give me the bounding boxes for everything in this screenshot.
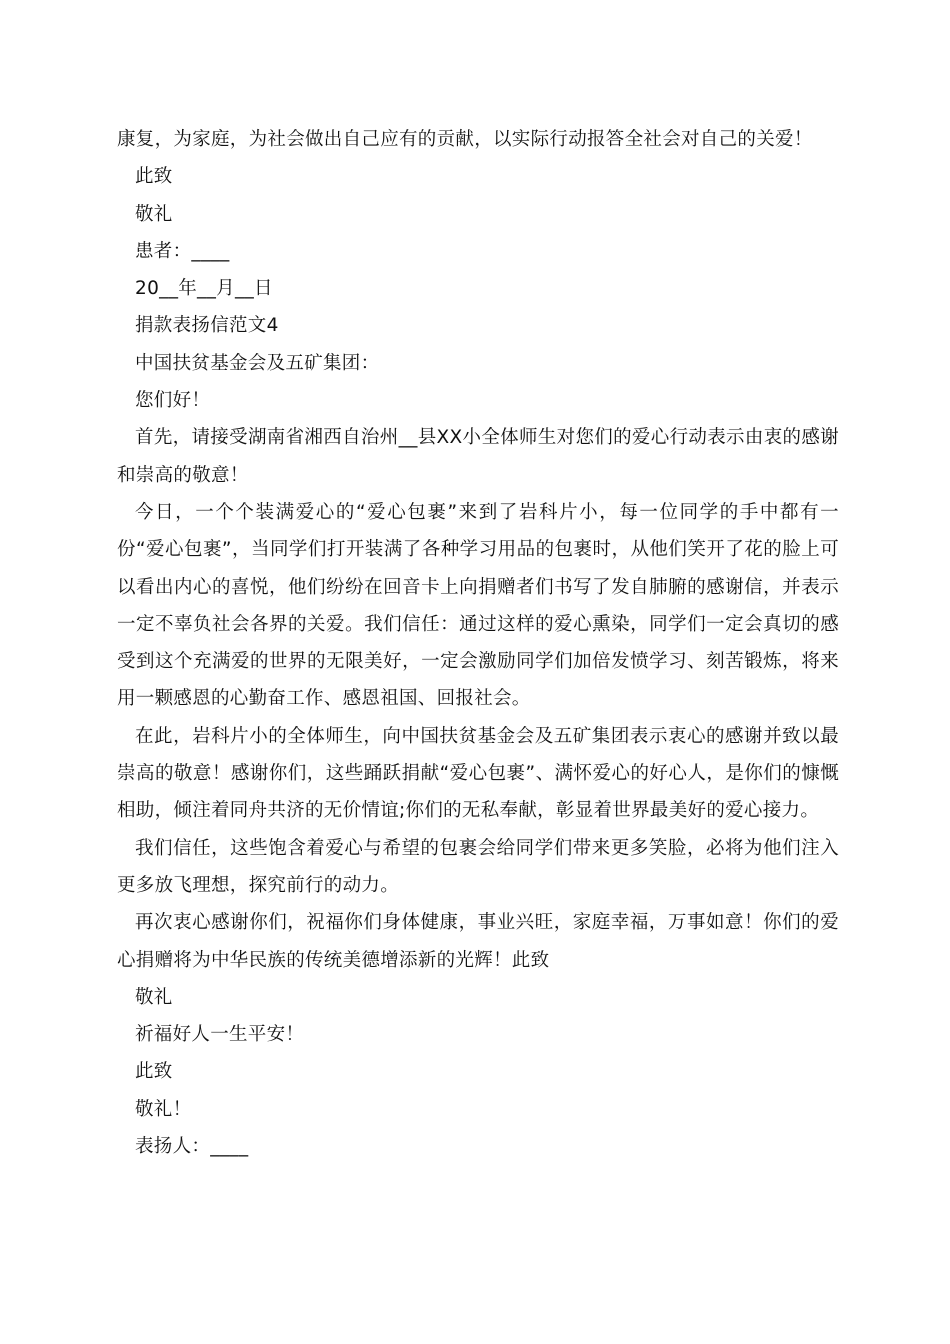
closing-sentence: 康复，为家庭，为社会做出自己应有的贡献，以实际行动报答全社会对自己的关爱！ — [117, 129, 813, 150]
greeting-line: 您们好！ — [135, 390, 211, 412]
section-title: 捐款表扬信范文4 — [135, 315, 279, 337]
signature-date: 20__年__月__日 — [135, 278, 273, 300]
recipient-line: 中国扶贫基金会及五矿集团： — [135, 352, 380, 374]
signature-patient: 患者：____ — [135, 240, 230, 262]
closing-cizhi: 此致 — [135, 1061, 173, 1083]
closing-jingli-2: 敬礼！ — [135, 1098, 192, 1120]
body-paragraph-2: 今日，一个个装满爱心的“爱心包裹”来到了岩科片小，每一位同学的手中都有一份“爱心包裹”，当同学们打开装满了各种学习用品的包裹时，从他们笑开了花的脸上可以看出内心的喜悦，他们纷纷在回音卡上向捐赠者们书写了发自肺腑的感谢信，并表示一定不辜负社会各界的关爱。我们信任：通过这样的爱心熏染，同学们一定会真切的感受到这个充满爱的世界的无限美好，一定会激励同学们加倍发愤学习、刻苦锻炼，将来用一颗感恩的心勤奋工作、感恩祖国、回报社会。 — [117, 501, 839, 710]
salutation-jingli: 敬礼 — [135, 203, 173, 225]
letter-body — [117, 121, 839, 1165]
body-paragraph-1: 首先，请接受湖南省湘西自治州__县XX小全体师生对您们的爱心行动表示由衷的感谢和崇高的敬意！ — [117, 427, 839, 486]
body-paragraph-4: 我们信任，这些饱含着爱心与希望的包裹会给同学们带来更多笑脸，必将为他们注入更多放飞理想，探究前行的动力。 — [117, 837, 839, 896]
closing-jingli: 敬礼 — [135, 986, 173, 1008]
signature-praiser: 表扬人：____ — [135, 1136, 249, 1158]
body-paragraph-5: 再次衷心感谢你们，祝福你们身体健康，事业兴旺，家庭幸福，万事如意！你们的爱心捐赠将为中华民族的传统美德增添新的光辉！此致 — [117, 912, 839, 971]
closing-blessing: 祈福好人一生平安！ — [135, 1024, 305, 1046]
body-paragraph-3: 在此，岩科片小的全体师生，向中国扶贫基金会及五矿集团表示衷心的感谢并致以最崇高的敬意！感谢你们，这些踊跃捐献“爱心包裹”、满怀爱心的好心人，是你们的慷慨相助，倾注着同舟共济的无价情谊;你们的无私奉献，彰显着世界最美好的爱心接力。 — [117, 725, 839, 822]
salutation-cizhi: 此致 — [135, 166, 173, 188]
